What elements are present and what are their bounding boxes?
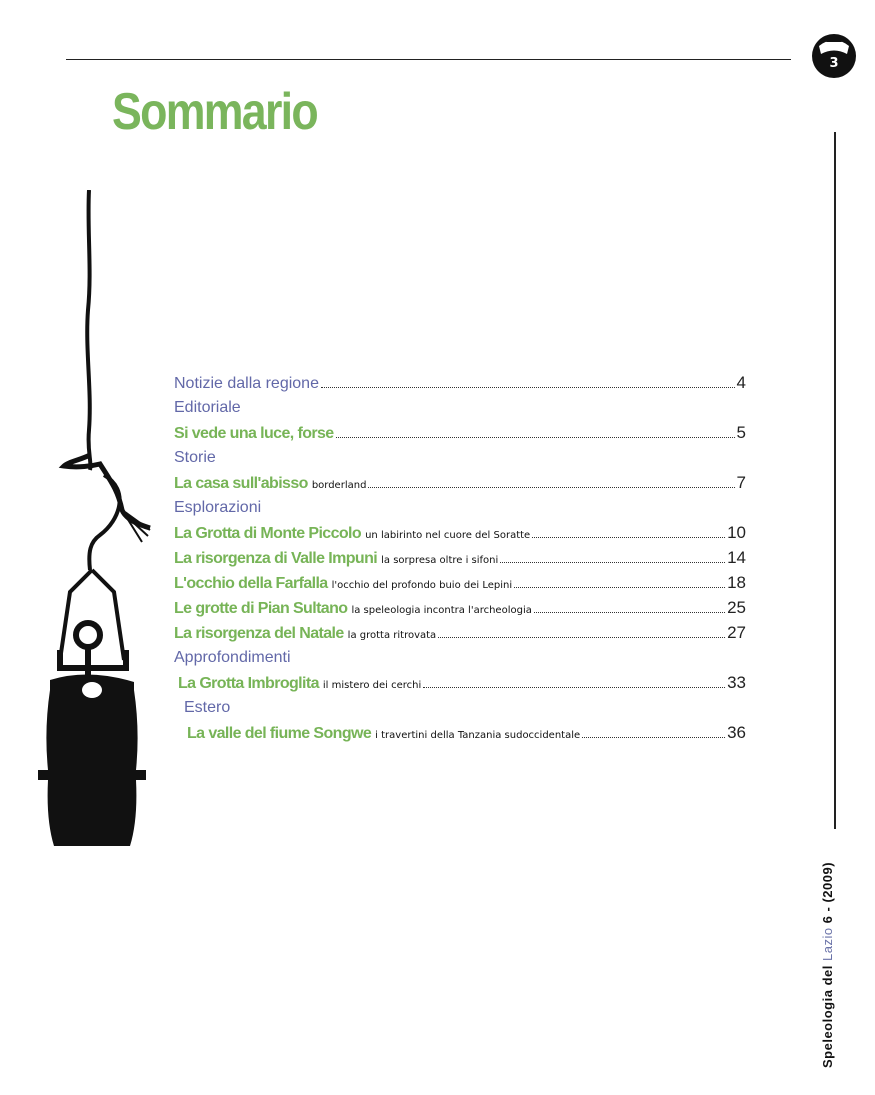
page-title: Sommario	[112, 83, 317, 141]
section-editoriale: Editoriale	[174, 399, 241, 416]
leader-dots	[438, 637, 725, 638]
toc-entry-page: 36	[727, 723, 746, 742]
toc-entry[interactable]	[174, 620, 746, 645]
toc-entry-page: 14	[727, 548, 746, 567]
header-rule	[66, 59, 791, 60]
leader-dots	[321, 387, 735, 388]
page-badge	[810, 30, 858, 78]
section-approfondimenti: Approfondimenti	[174, 649, 291, 666]
toc-entry-notizie[interactable]	[174, 370, 746, 395]
running-footer	[820, 862, 835, 1068]
toc-entry[interactable]	[174, 420, 746, 445]
toc-entry[interactable]	[174, 470, 746, 495]
toc-entry-page: 10	[727, 523, 746, 542]
table-of-contents	[174, 370, 746, 745]
page-number: 3	[829, 56, 839, 71]
toc-entry-title: La Grotta di Monte Piccolo	[174, 525, 362, 542]
section-esplorazioni: Esplorazioni	[174, 499, 262, 516]
toc-entry-title: Si vede una luce, forse	[174, 425, 334, 442]
toc-entry-title: La casa sull'abisso	[174, 475, 308, 492]
toc-entry[interactable]	[174, 720, 746, 745]
toc-entry-subtitle: la speleologia incontra l'archeologia	[351, 605, 532, 616]
toc-entry-title: La risorgenza di Valle Impuni	[174, 550, 378, 567]
toc-entry-page: 27	[727, 623, 746, 642]
toc-entry-title: La risorgenza del Natale	[174, 625, 344, 642]
leader-dots	[423, 687, 725, 688]
toc-entry-page: 18	[727, 573, 746, 592]
toc-entry-subtitle: la sorpresa oltre i sifoni	[381, 555, 499, 566]
toc-entry-title: La Grotta Imbroglita	[178, 675, 319, 692]
side-rule	[834, 132, 836, 829]
toc-entry-subtitle: l'occhio del profondo buio dei Lepini	[331, 580, 513, 591]
leader-dots	[500, 562, 725, 563]
toc-entry[interactable]	[174, 545, 746, 570]
footer-issue: 6 - (2009)	[820, 861, 835, 924]
toc-entry-subtitle: i travertini della Tanzania sudoccidentale	[375, 730, 581, 741]
leader-dots	[532, 537, 725, 538]
toc-entry-subtitle: borderland	[311, 480, 367, 491]
toc-entry-page: 7	[736, 473, 746, 492]
section-storie: Storie	[174, 449, 216, 466]
toc-entry[interactable]	[174, 570, 746, 595]
toc-entry-subtitle: la grotta ritrovata	[347, 630, 437, 641]
toc-entry-page: 4	[736, 373, 746, 392]
toc-entry-page: 5	[736, 423, 746, 442]
section-estero: Estero	[184, 699, 231, 716]
miner-lamp-icon	[30, 190, 160, 850]
toc-entry-page: 33	[727, 673, 746, 692]
footer-main: Speleologia del	[820, 965, 835, 1068]
leader-dots	[368, 487, 734, 488]
toc-entry-subtitle: il mistero dei cerchi	[322, 680, 422, 691]
toc-entry-title: L'occhio della Farfalla	[174, 575, 328, 592]
toc-entry-title: Notizie dalla regione	[174, 375, 319, 392]
toc-entry-subtitle: un labirinto nel cuore del Soratte	[365, 530, 531, 541]
toc-entry[interactable]	[174, 595, 746, 620]
toc-entry-page: 25	[727, 598, 746, 617]
toc-entry[interactable]	[174, 520, 746, 545]
leader-dots	[582, 737, 725, 738]
footer-accent: Lazio	[820, 927, 835, 962]
toc-entry-title: Le grotte di Pian Sultano	[174, 600, 348, 617]
leader-dots	[514, 587, 725, 588]
toc-entry-title: La valle del fiume Songwe	[187, 725, 372, 742]
toc-entry[interactable]	[174, 670, 746, 695]
leader-dots	[336, 437, 735, 438]
leader-dots	[534, 612, 725, 613]
